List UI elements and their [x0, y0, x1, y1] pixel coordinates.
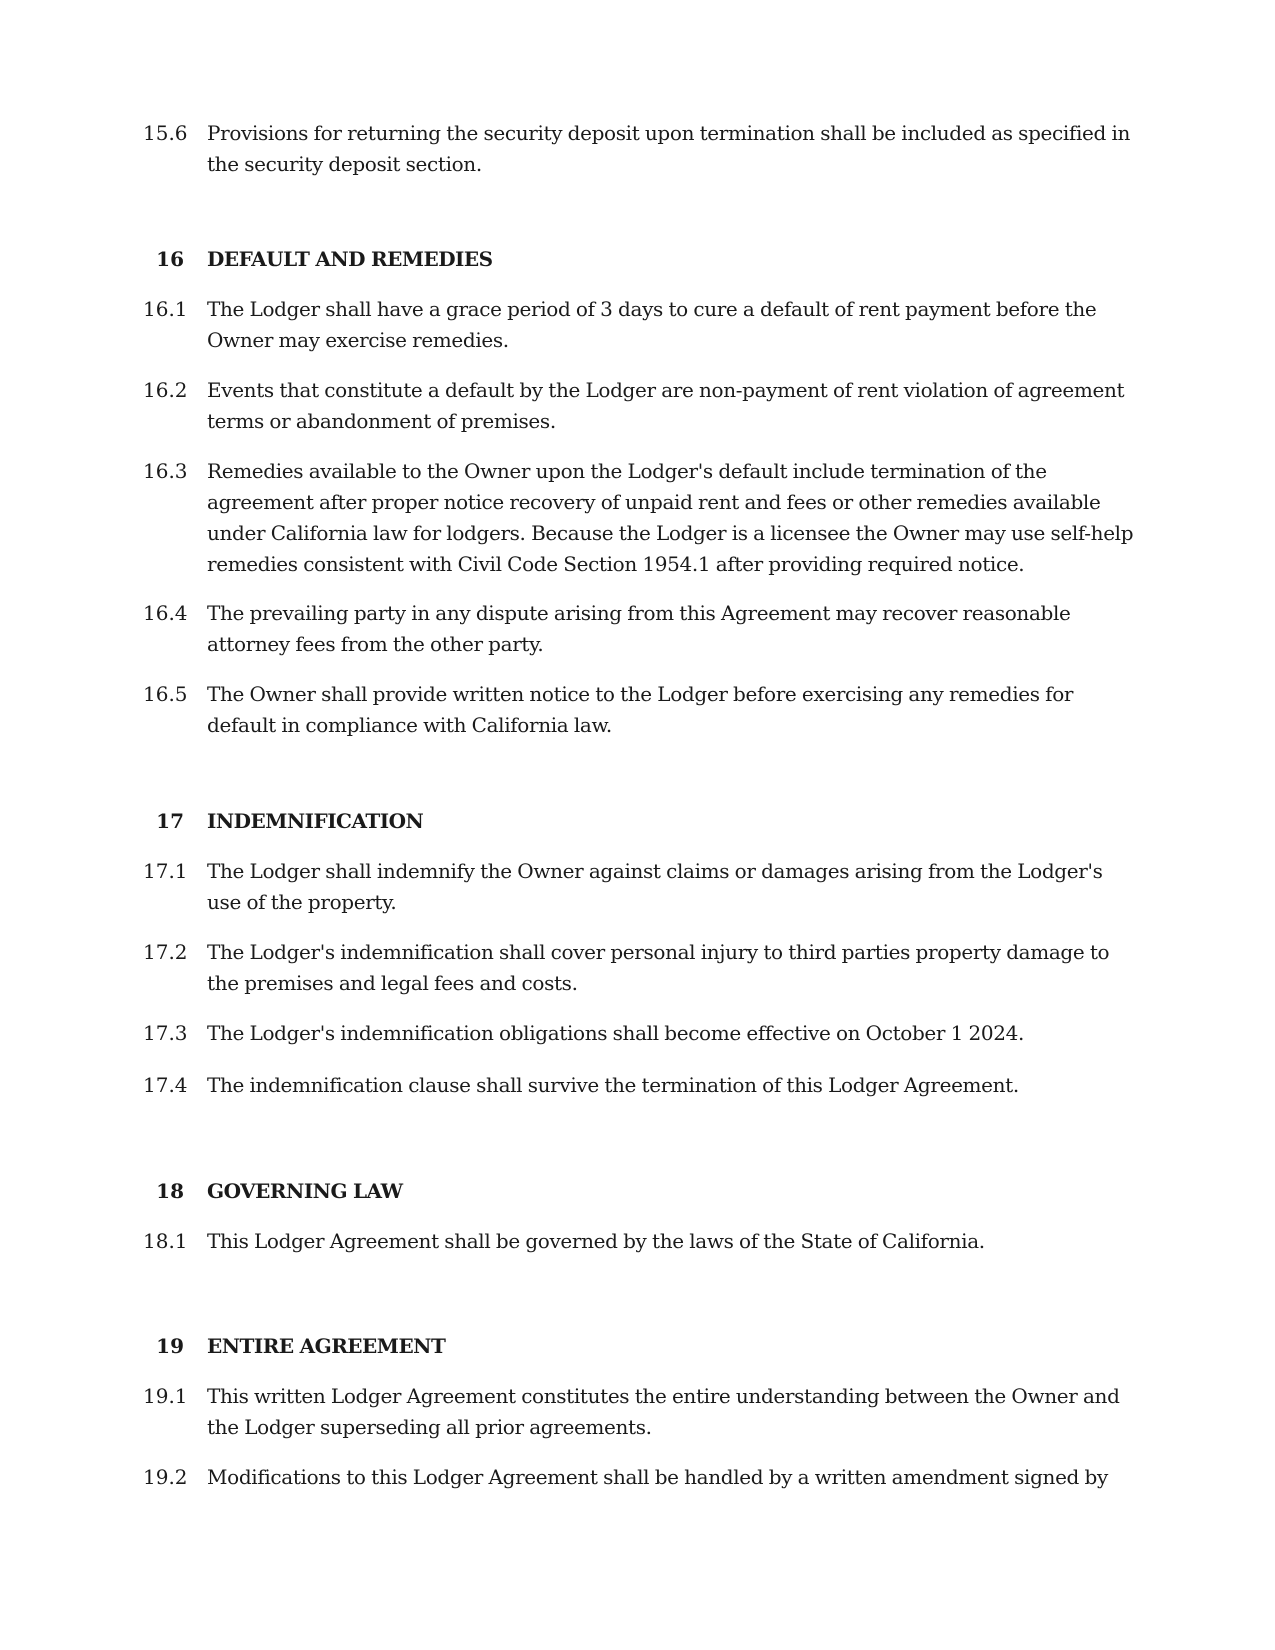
clause-text: The Owner shall provide written notice to the Lodger before exercising any remedies for default in compliance with California law.	[207, 682, 1074, 737]
clause-text: Provisions for returning the security deposit upon termination shall be included as specified in the security deposit section.	[207, 121, 1131, 176]
clause-text: The indemnification clause shall survive the termination of this Lodger Agreement.	[207, 1073, 1019, 1097]
clause-text: Events that constitute a default by the Lodger are non-payment of rent violation of agreement terms or abandonment of premises.	[207, 378, 1125, 433]
clause-number: 17.1	[143, 859, 188, 883]
clause-text: The Lodger's indemnification shall cover personal injury to third parties property damage to the premises and legal fees and costs.	[207, 940, 1110, 995]
clause-text: Modifications to this Lodger Agreement shall be handled by a written amendment signed by	[207, 1465, 1108, 1489]
section-title: DEFAULT AND REMEDIES	[207, 247, 493, 271]
section-title: ENTIRE AGREEMENT	[207, 1334, 446, 1358]
section-title: INDEMNIFICATION	[207, 809, 424, 833]
clause-number: 15.6	[143, 121, 188, 145]
clause-text: The Lodger shall have a grace period of 3 days to cure a default of rent payment before the Owner may exercise remedies.	[207, 297, 1097, 352]
clause-text: The Lodger shall indemnify the Owner against claims or damages arising from the Lodger's use of the property.	[207, 859, 1103, 914]
clause-number: 17.2	[143, 940, 188, 964]
clause-text: Remedies available to the Owner upon the Lodger's default include termination of the agreement after proper notice recovery of unpaid rent and fees or other remedies available under California law for lodgers. Because the Lodger is a licensee the Owner may use self-help remedies consistent with Civil Code Section 1954.1 after providing required notice.	[207, 459, 1134, 576]
clause-number: 19.1	[143, 1384, 188, 1408]
clause-number: 18.1	[143, 1229, 188, 1253]
clause-number: 17.3	[143, 1021, 188, 1045]
section-number: 18	[156, 1179, 184, 1203]
clause-text: This written Lodger Agreement constitutes the entire understanding between the Owner and the Lodger superseding all prior agreements.	[207, 1384, 1120, 1439]
clause-number: 16.4	[143, 601, 188, 625]
clause-number: 16.1	[143, 297, 188, 321]
section-number: 16	[156, 247, 184, 271]
clause-number: 17.4	[143, 1073, 188, 1097]
clause-number: 19.2	[143, 1465, 188, 1489]
clause-text: The Lodger's indemnification obligations shall become effective on October 1 2024.	[207, 1021, 1025, 1045]
section-number: 19	[156, 1334, 184, 1358]
section-number: 17	[156, 809, 184, 833]
clause-text: The prevailing party in any dispute arising from this Agreement may recover reasonable attorney fees from the other party.	[207, 601, 1071, 656]
clause-number: 16.2	[143, 378, 188, 402]
clause-number: 16.3	[143, 459, 188, 483]
section-title: GOVERNING LAW	[207, 1179, 403, 1203]
clause-number: 16.5	[143, 682, 188, 706]
clause-text: This Lodger Agreement shall be governed by the laws of the State of California.	[207, 1229, 985, 1253]
